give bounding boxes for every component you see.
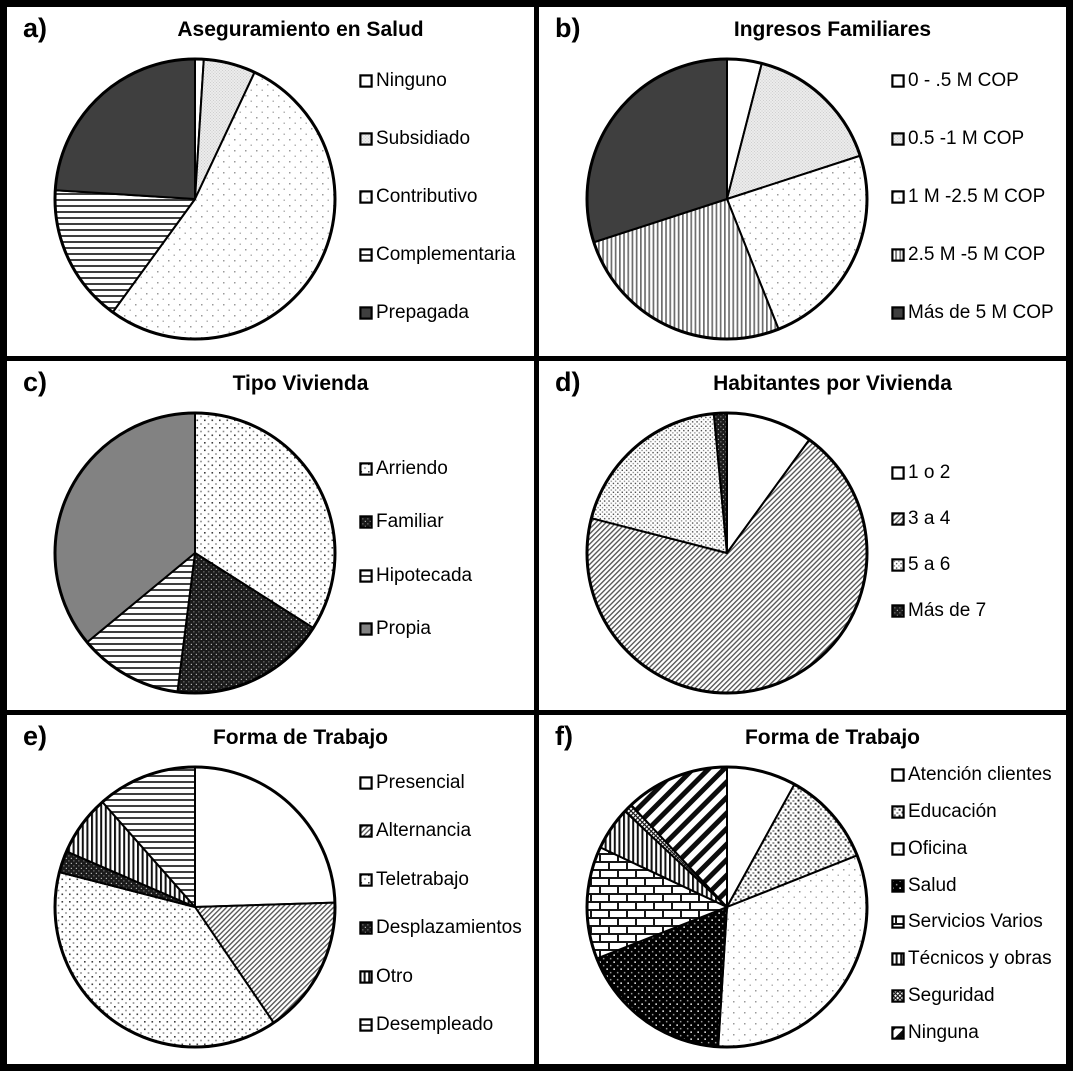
legend-marker-icon	[891, 879, 905, 893]
legend-item	[359, 1015, 531, 1035]
legend-item	[891, 802, 1063, 822]
panel-d	[539, 361, 1066, 710]
legend-marker-icon	[891, 248, 905, 262]
legend-label: Más de 5 M COP	[908, 302, 1054, 324]
legend-item	[359, 245, 531, 265]
legend	[891, 765, 1063, 1043]
legend-label: 0.5 -1 M COP	[908, 128, 1025, 150]
legend-marker-icon	[891, 952, 905, 966]
legend-label: Complementaria	[376, 244, 516, 266]
legend-marker-icon	[359, 462, 373, 476]
legend-label: 2.5 M -5 M COP	[908, 244, 1046, 266]
legend-label: Arriendo	[376, 458, 448, 479]
pie-chart	[45, 757, 345, 1057]
legend-item	[891, 1023, 1063, 1043]
legend-label: Alternancia	[376, 820, 472, 842]
panel-e	[7, 715, 534, 1064]
legend-label: Familiar	[376, 511, 444, 533]
legend-item	[359, 512, 531, 532]
legend-marker-icon	[359, 1018, 373, 1032]
panel-label: e)	[23, 721, 48, 751]
legend-label: Seguridad	[908, 985, 995, 1007]
legend-marker-icon	[891, 512, 905, 526]
legend-marker-icon	[359, 248, 373, 262]
panel-label: c)	[23, 367, 48, 397]
legend-label: Presencial	[376, 772, 465, 793]
legend-item	[359, 619, 531, 639]
legend-marker-icon	[891, 132, 905, 146]
legend-item	[891, 912, 1063, 932]
legend-marker-icon	[891, 74, 905, 88]
legend-label: 1 o 2	[908, 462, 951, 483]
legend-marker-icon	[359, 74, 373, 88]
legend-marker-icon	[891, 989, 905, 1003]
legend	[891, 463, 1063, 621]
legend-marker-icon	[891, 558, 905, 572]
legend-label: Teletrabajo	[376, 868, 469, 890]
legend-marker-icon	[359, 190, 373, 204]
legend-marker-icon	[891, 915, 905, 929]
legend-item	[891, 509, 1063, 529]
legend-label: Hipotecada	[376, 564, 473, 586]
panel-label: d)	[555, 367, 581, 397]
panel-title: Ingresos Familiares	[733, 18, 932, 41]
legend	[359, 459, 531, 639]
pie-slice	[55, 59, 195, 199]
legend-marker-icon	[359, 132, 373, 146]
panel-label: f)	[555, 721, 573, 751]
panel-b	[539, 7, 1066, 356]
legend-marker-icon	[359, 970, 373, 984]
pie-chart	[577, 49, 877, 349]
legend-label: Más de 7	[908, 600, 987, 622]
legend-item	[891, 555, 1063, 575]
legend	[359, 71, 531, 323]
legend-item	[891, 949, 1063, 969]
legend-item	[359, 870, 531, 890]
legend-item	[891, 129, 1063, 149]
legend-marker-icon	[891, 466, 905, 480]
legend-marker-icon	[359, 515, 373, 529]
legend-label: 5 a 6	[908, 554, 951, 576]
legend-label: Otro	[376, 965, 413, 987]
legend-marker-icon	[891, 805, 905, 819]
legend-label: Subsidiado	[376, 128, 471, 150]
legend-item	[359, 303, 531, 323]
legend-marker-icon	[891, 768, 905, 782]
legend-label: Desempleado	[376, 1014, 494, 1036]
legend-item	[891, 986, 1063, 1006]
legend-marker-icon	[891, 190, 905, 204]
legend-item	[891, 463, 1063, 483]
panel-title: Habitantes por Vivienda	[713, 372, 952, 395]
legend-item	[891, 601, 1063, 621]
panel-title: Aseguramiento en Salud	[177, 18, 424, 41]
pie-chart	[45, 403, 345, 703]
panel-title: Forma de Trabajo	[744, 726, 921, 749]
legend-label: Salud	[908, 874, 957, 896]
legend-marker-icon	[891, 604, 905, 618]
legend-label: Ninguno	[376, 70, 447, 91]
legend-marker-icon	[891, 306, 905, 320]
legend-label: 0 - .5 M COP	[908, 70, 1019, 91]
legend-item	[359, 967, 531, 987]
legend-marker-icon	[891, 1026, 905, 1040]
legend-label: Técnicos y obras	[908, 948, 1052, 970]
legend-label: Ninguna	[908, 1022, 979, 1044]
legend-item	[891, 71, 1063, 91]
legend-marker-icon	[359, 921, 373, 935]
legend-item	[891, 765, 1063, 785]
legend-item	[359, 918, 531, 938]
pie-chart	[45, 49, 345, 349]
panel-label: b)	[555, 13, 581, 43]
legend-label: Educación	[908, 800, 997, 822]
legend-item	[359, 821, 531, 841]
legend-item	[891, 876, 1063, 896]
legend-item	[891, 245, 1063, 265]
legend-item	[359, 459, 531, 479]
legend-item	[359, 566, 531, 586]
legend-item	[359, 187, 531, 207]
legend-item	[891, 187, 1063, 207]
legend-label: Servicios Varios	[908, 911, 1043, 933]
legend-item	[359, 773, 531, 793]
legend-marker-icon	[359, 622, 373, 636]
legend-item	[891, 303, 1063, 323]
legend-label: Prepagada	[376, 302, 469, 324]
pie-chart	[577, 403, 877, 703]
legend-marker-icon	[359, 569, 373, 583]
pie-slice	[195, 767, 335, 907]
legend-marker-icon	[359, 873, 373, 887]
legend	[359, 773, 531, 1035]
panel-f	[539, 715, 1066, 1064]
legend-item	[891, 839, 1063, 859]
legend-label: Desplazamientos	[376, 917, 522, 939]
legend-item	[359, 129, 531, 149]
panel-title: Forma de Trabajo	[212, 726, 389, 749]
legend-label: 3 a 4	[908, 508, 951, 530]
pie-chart	[577, 757, 877, 1057]
legend-label: 1 M -2.5 M COP	[908, 186, 1046, 208]
legend-marker-icon	[359, 824, 373, 838]
legend-label: Contributivo	[376, 186, 478, 208]
legend-label: Atención clientes	[908, 764, 1052, 785]
panel-label: a)	[23, 13, 48, 43]
panel-c	[7, 361, 534, 710]
legend	[891, 71, 1063, 323]
panel-title: Tipo Vivienda	[232, 372, 369, 395]
panel-a	[7, 7, 534, 356]
legend-label: Oficina	[908, 837, 968, 859]
legend-marker-icon	[359, 776, 373, 790]
legend-label: Propia	[376, 618, 431, 640]
legend-marker-icon	[359, 306, 373, 320]
legend-item	[359, 71, 531, 91]
legend-marker-icon	[891, 842, 905, 856]
